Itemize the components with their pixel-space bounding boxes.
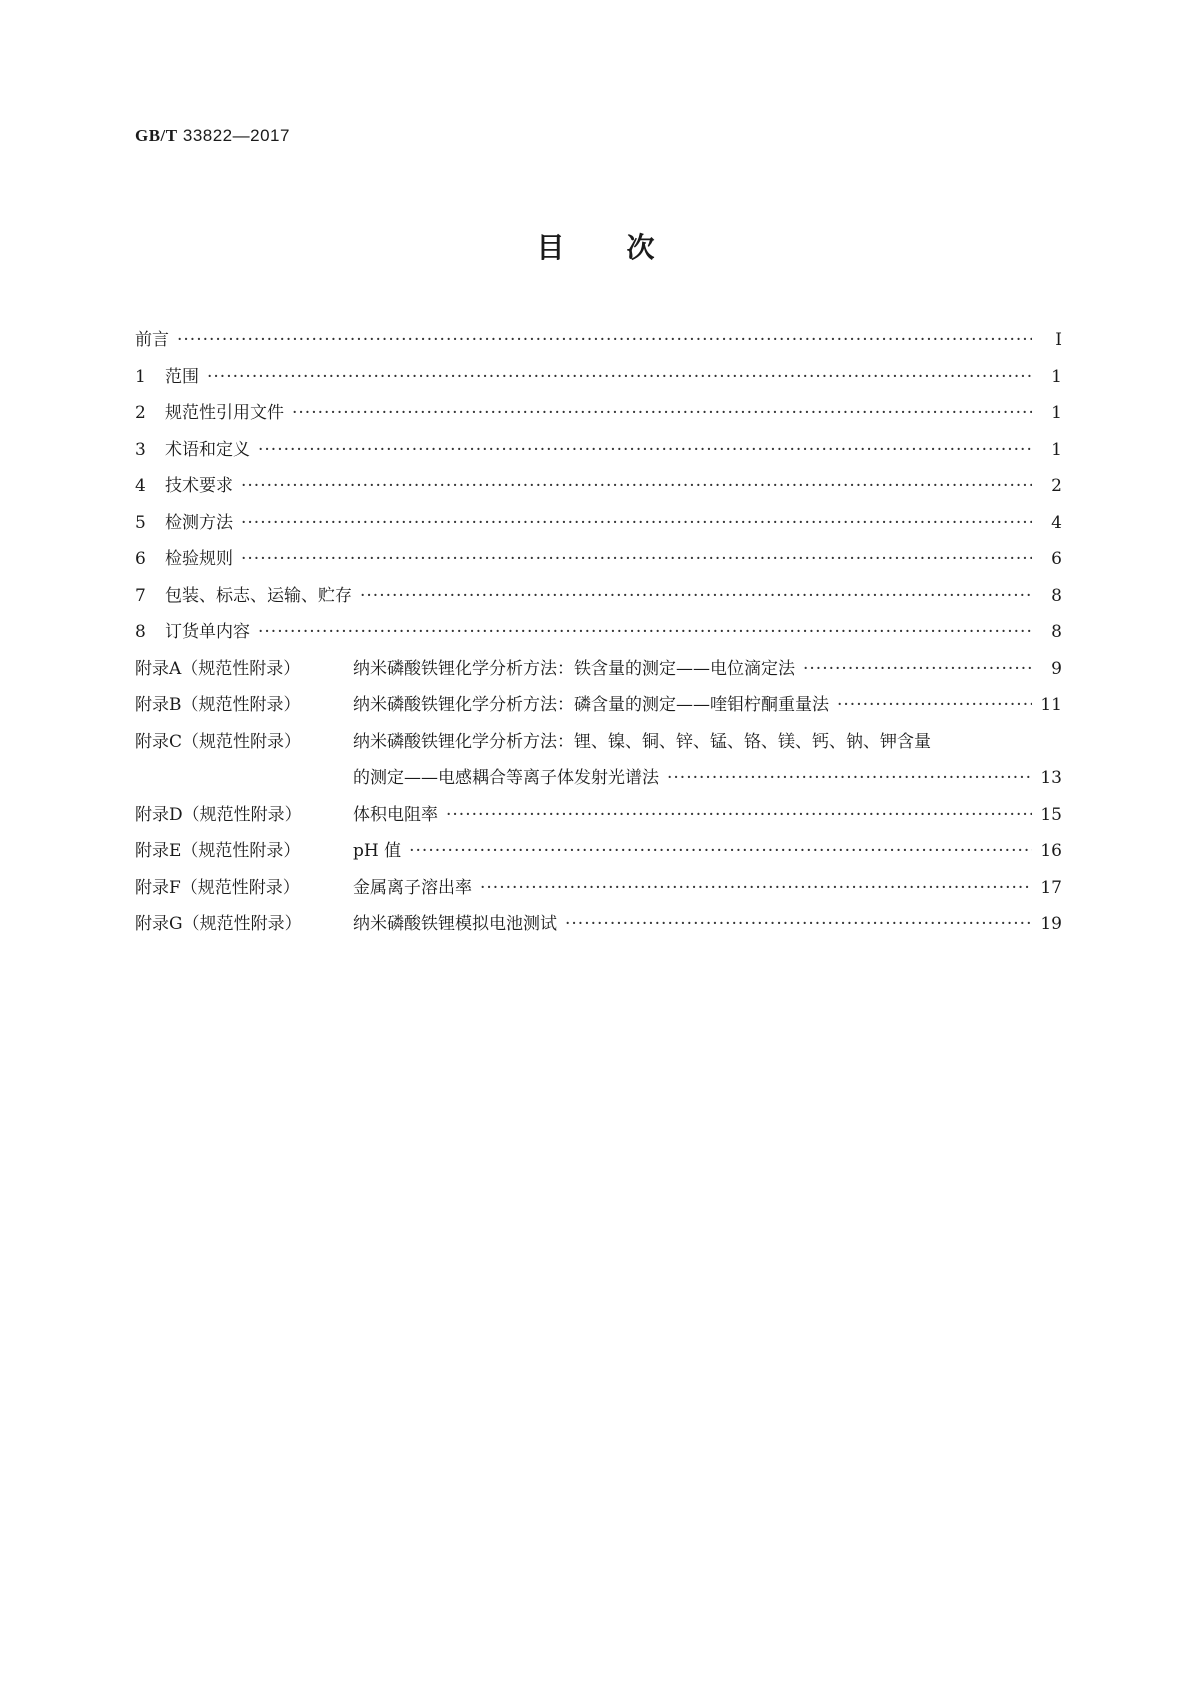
toc-page-number: 16 bbox=[1040, 841, 1062, 861]
toc-leader bbox=[565, 914, 1032, 934]
toc-page-number: 1 bbox=[1051, 439, 1062, 460]
appendix-title: 纳米磷酸铁锂化学分析方法：磷含量的测定——喹钼柠酮重量法 bbox=[353, 695, 829, 715]
toc-entry-number: 7 bbox=[135, 585, 146, 606]
appendix-label: 附录E（规范性附录） bbox=[135, 841, 301, 861]
toc-entry-number: 2 bbox=[135, 403, 146, 423]
toc-entry-foreword[interactable] bbox=[135, 325, 1062, 362]
toc-entry-4[interactable] bbox=[135, 471, 1062, 508]
appendix-label: 附录D（规范性附录） bbox=[135, 804, 302, 825]
appendix-title: 纳米磷酸铁锂化学分析方法：铁含量的测定——电位滴定法 bbox=[353, 658, 795, 679]
appendix-title: 纳米磷酸铁锂模拟电池测试 bbox=[353, 914, 557, 934]
toc-page-number: 15 bbox=[1040, 804, 1062, 825]
toc-leader bbox=[480, 878, 1032, 898]
standard-code bbox=[135, 126, 290, 146]
toc-page-number: 9 bbox=[1051, 658, 1062, 679]
toc-entry-3[interactable] bbox=[135, 435, 1062, 472]
toc-leader bbox=[241, 476, 1032, 496]
toc-appendix-f[interactable] bbox=[135, 873, 1062, 910]
toc-appendix-d[interactable] bbox=[135, 800, 1062, 837]
appendix-title: 金属离子溶出率 bbox=[353, 877, 472, 898]
toc-page-number: 19 bbox=[1040, 914, 1062, 934]
toc-page-number: 17 bbox=[1040, 877, 1062, 898]
toc-entry-label: 订货单内容 bbox=[165, 622, 250, 642]
toc-page-number: 2 bbox=[1051, 476, 1062, 496]
appendix-title: 体积电阻率 bbox=[353, 804, 438, 825]
appendix-title: pH 值 bbox=[353, 841, 402, 861]
standard-number: 33822—2017 bbox=[182, 126, 290, 145]
toc-entry-number: 6 bbox=[135, 549, 146, 569]
toc-entry-1[interactable] bbox=[135, 362, 1062, 399]
toc-appendix-c[interactable] bbox=[135, 727, 1062, 764]
toc-entry-label: 检验规则 bbox=[165, 549, 233, 569]
toc-appendix-e[interactable] bbox=[135, 836, 1062, 873]
toc-entry-label: 规范性引用文件 bbox=[165, 403, 284, 423]
toc-leader bbox=[241, 549, 1032, 569]
appendix-title: 纳米磷酸铁锂化学分析方法：锂、镍、铜、锌、锰、铬、镁、钙、钠、钾含量 bbox=[353, 731, 931, 752]
toc-page-number: 11 bbox=[1040, 695, 1062, 715]
toc-entry-number: 8 bbox=[135, 622, 146, 642]
toc-entry-label: 包装、标志、运输、贮存 bbox=[165, 585, 352, 606]
toc-page-number: 13 bbox=[1040, 768, 1062, 788]
toc-page-number: 4 bbox=[1051, 512, 1062, 533]
toc-leader bbox=[667, 768, 1032, 788]
toc-entry-label: 术语和定义 bbox=[165, 439, 250, 460]
toc-entry-7[interactable] bbox=[135, 581, 1062, 618]
toc-leader bbox=[803, 659, 1032, 679]
toc-entry-5[interactable] bbox=[135, 508, 1062, 545]
toc-page-number: Ⅰ bbox=[1055, 330, 1062, 350]
toc-page-number: 6 bbox=[1051, 549, 1062, 569]
appendix-label: 附录G（规范性附录） bbox=[135, 914, 302, 934]
appendix-label: 附录A（规范性附录） bbox=[135, 658, 301, 679]
toc-appendix-c-continued[interactable] bbox=[135, 763, 1062, 800]
toc-entry-number: 4 bbox=[135, 476, 146, 496]
appendix-label: 附录B（规范性附录） bbox=[135, 695, 301, 715]
toc-page-number: 1 bbox=[1051, 403, 1062, 423]
toc-entry-label: 范围 bbox=[165, 366, 199, 387]
toc-entry-number: 5 bbox=[135, 512, 146, 533]
toc-page-number: 1 bbox=[1051, 366, 1062, 387]
toc-leader bbox=[409, 841, 1032, 861]
toc-entry-label: 前言 bbox=[135, 330, 169, 350]
toc-leader bbox=[360, 586, 1032, 606]
toc-entry-number: 1 bbox=[135, 366, 146, 387]
toc-page-number: 8 bbox=[1051, 622, 1062, 642]
standard-prefix: GB/T bbox=[135, 126, 178, 145]
toc-leader bbox=[207, 367, 1032, 387]
toc-leader bbox=[258, 440, 1032, 460]
toc-entry-6[interactable] bbox=[135, 544, 1062, 581]
toc-entry-label: 检测方法 bbox=[165, 512, 233, 533]
toc-page-number: 8 bbox=[1051, 585, 1062, 606]
toc-leader bbox=[177, 330, 1032, 350]
toc-appendix-b[interactable] bbox=[135, 690, 1062, 727]
toc-entry-label: 技术要求 bbox=[165, 476, 233, 496]
toc-appendix-g[interactable] bbox=[135, 909, 1062, 946]
appendix-title-continued: 的测定——电感耦合等离子体发射光谱法 bbox=[353, 768, 659, 788]
toc-leader bbox=[258, 622, 1032, 642]
toc-entry-2[interactable] bbox=[135, 398, 1062, 435]
toc-leader bbox=[446, 805, 1032, 825]
toc-leader bbox=[241, 513, 1032, 533]
toc-entry-number: 3 bbox=[135, 439, 146, 460]
toc-appendix-a[interactable] bbox=[135, 654, 1062, 691]
table-of-contents bbox=[135, 325, 1062, 946]
page-title: 目次 bbox=[536, 231, 717, 264]
toc-leader bbox=[837, 695, 1032, 715]
appendix-label: 附录C（规范性附录） bbox=[135, 731, 302, 752]
toc-entry-8[interactable] bbox=[135, 617, 1062, 654]
toc-leader bbox=[292, 403, 1032, 423]
appendix-label: 附录F（规范性附录） bbox=[135, 877, 300, 898]
